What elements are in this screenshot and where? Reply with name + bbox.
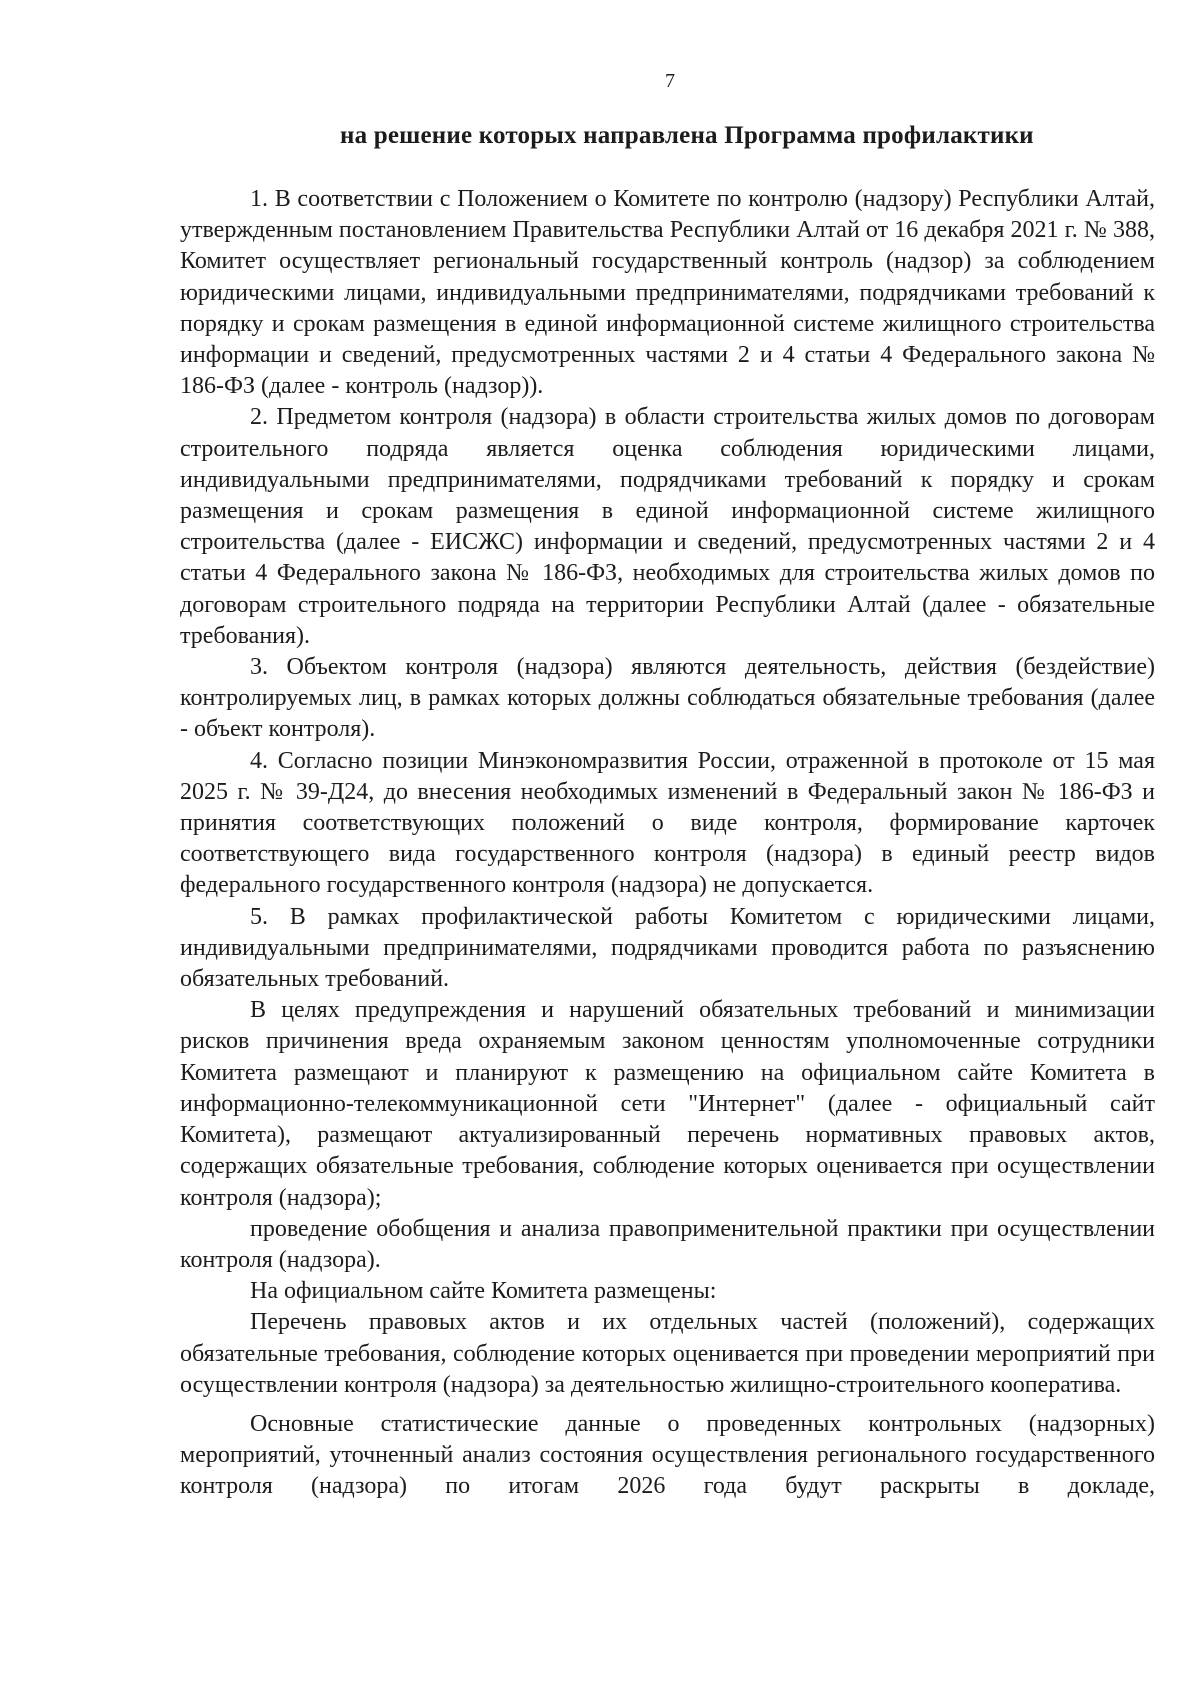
paragraph-legal-acts-list: Перечень правовых актов и их отдельных частей (положений), содержащих обязательные требования, соблюдение которых оценивается при проведении мероприятий при осуществлении контроля (надзора) за деятельностью жилищно-строительного кооператива.	[180, 1309, 1155, 1398]
paragraph-2: 2. Предметом контроля (надзора) в области строительства жилых домов по договорам строительного подряда является оценка соблюдения юридическими лицами, индивидуальными предпринимателями, подрядчиками требований к порядку и срокам размещения и срокам размещения в единой информационной системе жилищного строительства (далее - ЕИСЖС) информации и сведений, предусмотренных частями 2 и 4 статьи 4 Федерального закона № 186-ФЗ, необходимых для строительства жилых домов по договорам строительного подряда на территории Республики Алтай (далее - обязательные требования).	[180, 404, 1155, 649]
paragraph-3: 3. Объектом контроля (надзора) являются деятельность, действия (бездействие) контролируемых лиц, в рамках которых должны соблюдаться обязательные требования (далее - объект контроля).	[180, 654, 1155, 743]
paragraph-analysis: проведение обобщения и анализа правоприменительной практики при осуществлении контроля (надзора).	[180, 1215, 1155, 1273]
paragraph-statistics: Основные статистические данные о проведенных контрольных (надзорных) мероприятий, уточненный анализ состояния осуществления регионального государственного контроля (надзора) по итогам 2026 года будут раскрыты в докладе,	[180, 1410, 1155, 1500]
paragraph-website-intro: На официальном сайте Комитета размещены:	[250, 1278, 717, 1305]
paragraph-4: 4. Согласно позиции Минэкономразвития России, отраженной в протоколе от 15 мая 2025 г. № 39-Д24, до внесения необходимых изменений в Федеральный закон № 186-ФЗ и принятия соответствующих положений о виде контроля, формирование карточек соответствующего вида государственного контроля (надзора) в единый реестр видов федерального государственного контроля (надзора) не допускается.	[180, 747, 1155, 899]
paragraph-5: 5. В рамках профилактической работы Комитетом с юридическими лицами, индивидуальными предпринимателями, подрядчиками проводится работа по разъяснению обязательных требований.	[180, 903, 1155, 993]
paragraph-1: 1. В соответствии с Положением о Комитете по контролю (надзору) Республики Алтай, утвержденным постановлением Правительства Республики Алтай от 16 декабря 2021 г. № 388, Комитет осуществляет региональный государственный контроль (надзор) за соблюдением юридическими лицами, индивидуальными предпринимателями, подрядчиками требований к порядку и срокам размещения в единой информационной системе жилищного строительства информации и сведений, предусмотренных частями 2 и 4 статьи 4 Федерального закона № 186-ФЗ (далее - контроль (надзор)).	[180, 186, 1155, 400]
section-heading: на решение которых направлена Программа профилактики	[340, 122, 1034, 149]
paragraph-prevention: В целях предупреждения и нарушений обязательных требований и минимизации рисков причинения вреда охраняемым законом ценностям уполномоченные сотрудники Комитета размещают и планируют к размещению на официальном сайте Комитета в информационно-телекоммуникационной сети "Интернет" (далее - официальный сайт Комитета), размещают актуализированный перечень нормативных правовых актов, содержащих обязательные требования, соблюдение которых оценивается при осуществлении контроля (надзора);	[180, 997, 1155, 1211]
page-number: 7	[665, 70, 675, 92]
document-body	[180, 184, 1155, 1503]
